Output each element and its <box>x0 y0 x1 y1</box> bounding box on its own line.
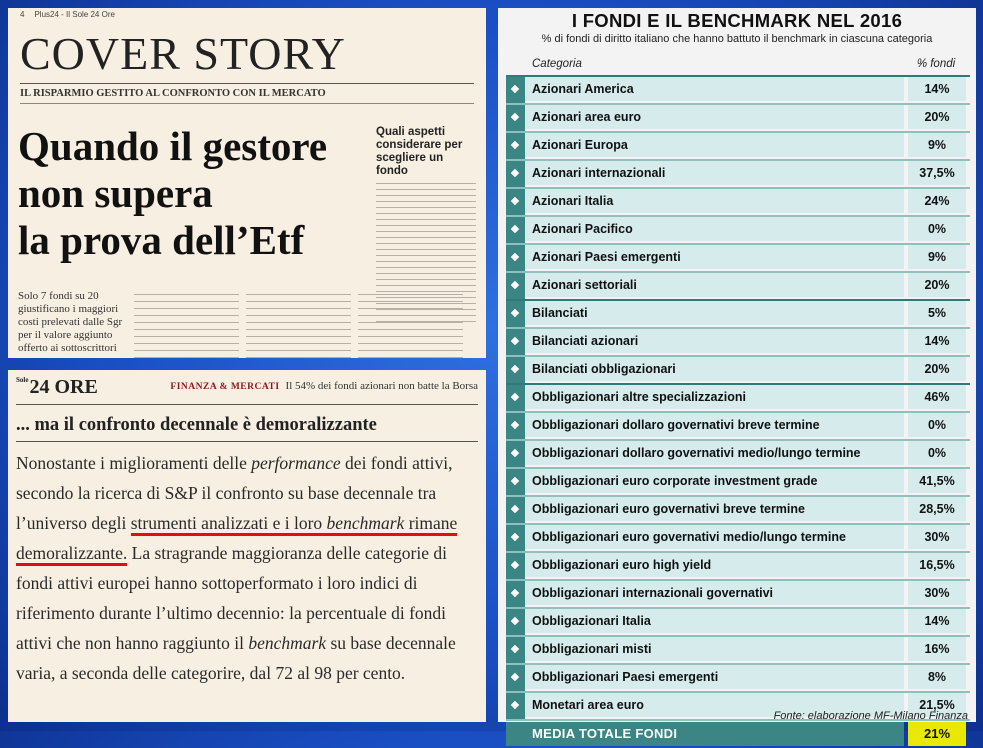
row-value: 0% <box>908 441 966 465</box>
text-column <box>358 288 463 358</box>
table-row <box>506 357 970 385</box>
table-row <box>506 77 970 105</box>
table-row <box>506 469 970 497</box>
source-note: Fonte: elaborazione MF-Milano Finanza <box>773 710 968 722</box>
row-value: 41,5% <box>908 469 966 493</box>
row-category: Azionari Europa <box>525 133 904 157</box>
table-row <box>506 497 970 525</box>
row-value: 20% <box>908 105 966 129</box>
diamond-bullet-icon <box>506 693 525 719</box>
text-column <box>246 288 351 358</box>
row-value: 20% <box>908 357 966 381</box>
diamond-bullet-icon <box>506 581 525 607</box>
row-value: 28,5% <box>908 497 966 521</box>
table-row <box>506 581 970 609</box>
diamond-bullet-icon <box>506 329 525 355</box>
row-value: 0% <box>908 217 966 241</box>
row-category: Obbligazionari euro high yield <box>525 553 904 577</box>
headline-line-1: Quando il gestore <box>18 123 328 169</box>
row-category: Obbligazionari euro governativi medio/lungo termine <box>525 525 904 549</box>
table-header <box>506 55 970 77</box>
issue-label: Plus24 - Il Sole 24 Ore <box>34 10 115 19</box>
row-category: Obbligazionari internazionali governativi <box>525 581 904 605</box>
table-row <box>506 161 970 189</box>
table-row <box>506 553 970 581</box>
table-row <box>506 525 970 553</box>
total-label: MEDIA TOTALE FONDI <box>506 722 904 746</box>
total-value: 21% <box>908 722 966 746</box>
diamond-bullet-icon <box>506 301 525 327</box>
row-category: Bilanciati <box>525 301 904 325</box>
row-value: 24% <box>908 189 966 213</box>
table-row <box>506 413 970 441</box>
diamond-bullet-icon <box>506 525 525 551</box>
header-percent: % fondi <box>916 58 956 70</box>
row-value: 14% <box>908 77 966 101</box>
total-row <box>506 722 970 748</box>
row-category: Obbligazionari euro governativi breve termine <box>525 497 904 521</box>
diamond-bullet-icon <box>506 189 525 215</box>
row-category: Obbligazionari Italia <box>525 609 904 633</box>
table-row <box>506 441 970 469</box>
diamond-bullet-icon <box>506 77 525 103</box>
row-category: Azionari settoriali <box>525 273 904 297</box>
article-header <box>16 370 478 405</box>
table-body <box>506 77 970 721</box>
diamond-bullet-icon <box>506 357 525 383</box>
row-value: 30% <box>908 581 966 605</box>
cover-header <box>20 8 474 19</box>
row-value: 37,5% <box>908 161 966 185</box>
row-value: 14% <box>908 329 966 353</box>
benchmark-table <box>506 55 970 748</box>
row-category: Bilanciati azionari <box>525 329 904 353</box>
row-value: 0% <box>908 413 966 437</box>
cover-subtitle: IL RISPARMIO GESTITO AL CONFRONTO CON IL MERCATO <box>20 84 474 104</box>
table-row <box>506 637 970 665</box>
diamond-bullet-icon <box>506 469 525 495</box>
diamond-bullet-icon <box>506 497 525 523</box>
headline-line-3: la prova dell’Etf <box>18 217 305 263</box>
table-row <box>506 385 970 413</box>
diamond-bullet-icon <box>506 105 525 131</box>
table-subtitle: % di fondi di diritto italiano che hanno battuto il benchmark in ciascuna categoria <box>541 33 933 45</box>
table-row <box>506 665 970 693</box>
diamond-bullet-icon <box>506 133 525 159</box>
row-category: Obbligazionari euro corporate investment grade <box>525 469 904 493</box>
row-value: 8% <box>908 665 966 689</box>
table-row <box>506 245 970 273</box>
row-value: 5% <box>908 301 966 325</box>
row-category: Obbligazionari dollaro governativi medio/lungo termine <box>525 441 904 465</box>
cover-story-clipping <box>8 8 486 358</box>
row-value: 16% <box>908 637 966 661</box>
row-category: Azionari America <box>525 77 904 101</box>
article-clipping <box>8 370 486 722</box>
row-value: 46% <box>908 385 966 409</box>
table-row <box>506 217 970 245</box>
diamond-bullet-icon <box>506 665 525 691</box>
header-category: Categoria <box>532 58 582 70</box>
diamond-bullet-icon <box>506 273 525 299</box>
cover-title: COVER STORY <box>20 28 346 79</box>
diamond-bullet-icon <box>506 553 525 579</box>
diamond-bullet-icon <box>506 637 525 663</box>
table-row <box>506 273 970 301</box>
page-number: 4 <box>20 10 25 19</box>
diamond-bullet-icon <box>506 385 525 411</box>
row-value: 9% <box>908 133 966 157</box>
row-value: 9% <box>908 245 966 269</box>
row-category: Monetari area euro <box>525 693 904 717</box>
table-row <box>506 105 970 133</box>
table-row <box>506 189 970 217</box>
row-value: 21,5% <box>908 693 966 717</box>
article-body: Nonostante i miglioramenti delle performance dei fondi attivi, secondo la ricerca di S&P il confronto su base decennale tra l’universo degli strumenti analizzati e i loro benchmark rimane demoralizzante. La stragrande maggioranza delle categorie di fondi attivi europei hanno sottoperformato i loro indici di riferimento durante l’ultimo decennio: la percentuale di fondi attivi che non hanno raggiunto il benchmark su base decennale varia, a seconda delle categorire, dal 72 al 98 per cento. <box>16 453 458 683</box>
underlined-text: strumenti analizzati e i loro benchmark rimane demoralizzante. <box>16 513 457 566</box>
section-label: FINANZA & MERCATI Il 54% dei fondi azionari non batte la Borsa <box>170 380 478 392</box>
row-value: 14% <box>908 609 966 633</box>
row-category: Obbligazionari dollaro governativi breve termine <box>525 413 904 437</box>
diamond-bullet-icon <box>506 161 525 187</box>
diamond-bullet-icon <box>506 245 525 271</box>
newspaper-logo: $^{Sole}$24 ORE <box>16 376 98 398</box>
diamond-bullet-icon <box>506 217 525 243</box>
table-row <box>506 133 970 161</box>
row-category: Obbligazionari altre specializzazioni <box>525 385 904 409</box>
row-category: Azionari Italia <box>525 189 904 213</box>
row-value: 20% <box>908 273 966 297</box>
row-category: Obbligazionari misti <box>525 637 904 661</box>
row-value: 16,5% <box>908 553 966 577</box>
row-category: Azionari area euro <box>525 105 904 129</box>
diamond-bullet-icon <box>506 413 525 439</box>
table-row <box>506 329 970 357</box>
row-value: 30% <box>908 525 966 549</box>
row-category: Azionari Paesi emergenti <box>525 245 904 269</box>
headline-line-2: non supera <box>18 170 213 216</box>
row-category: Bilanciati obbligazionari <box>525 357 904 381</box>
table-title: I FONDI E IL BENCHMARK NEL 2016 <box>571 10 903 31</box>
row-category: Azionari internazionali <box>525 161 904 185</box>
row-category: Azionari Pacifico <box>525 217 904 241</box>
text-column <box>134 288 239 358</box>
benchmark-table-panel <box>498 8 976 741</box>
sidebar-title: Quali aspetti considerare per scegliere un fondo <box>376 126 463 177</box>
article-title: ... ma il confronto decennale è demoralizzante <box>16 413 478 442</box>
row-category: Obbligazionari Paesi emergenti <box>525 665 904 689</box>
diamond-bullet-icon <box>506 609 525 635</box>
lede: Solo 7 fondi su 20 giustificano i maggiori costi prelevati dalle Sgr per il valore aggiunto offerto ai sottoscrittori <box>18 290 123 354</box>
table-row <box>506 301 970 329</box>
table-row <box>506 609 970 637</box>
headline <box>18 123 368 264</box>
diamond-bullet-icon <box>506 441 525 467</box>
